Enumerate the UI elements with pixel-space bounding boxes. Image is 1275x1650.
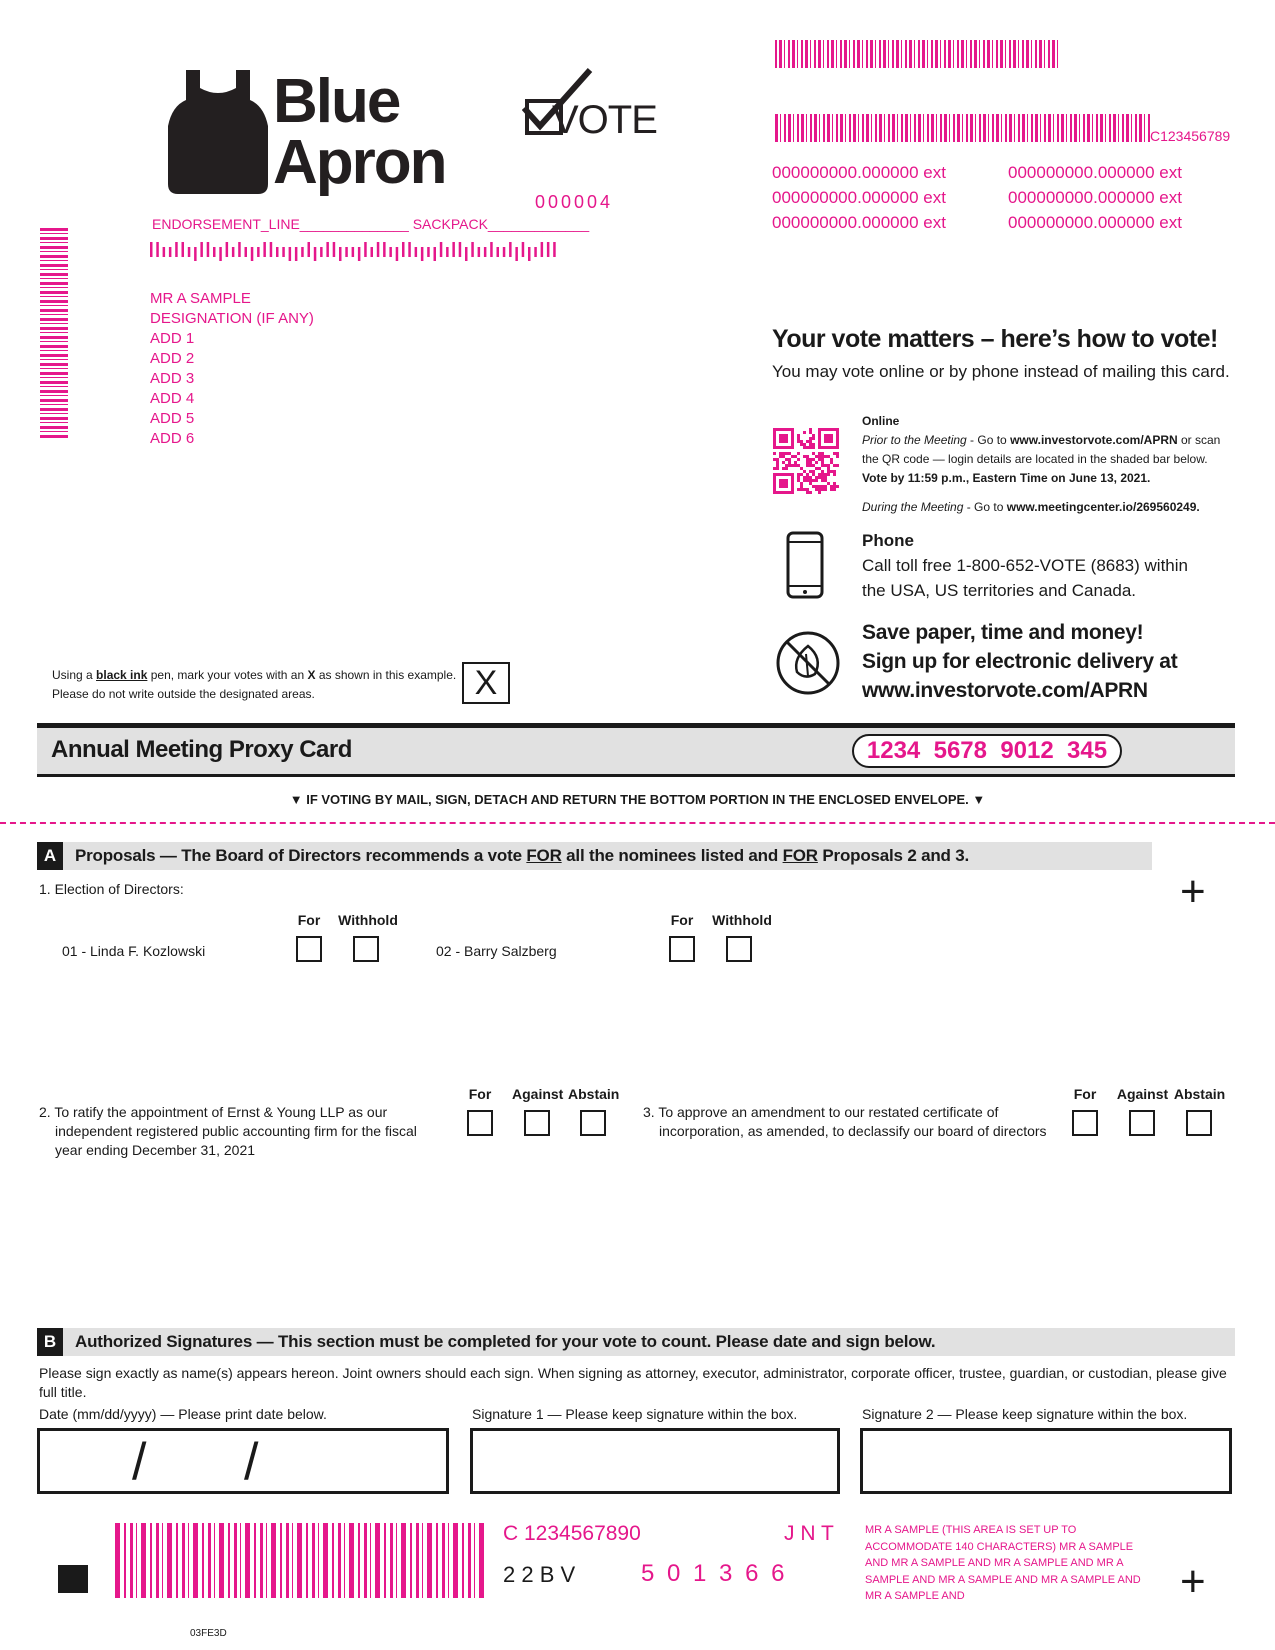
nominee2-name: 02 - Barry Salzberg [436,943,557,959]
signing-instructions: Please sign exactly as name(s) appears hereon. Joint owners should each sign. When signing as attorney, executor, administrator, corporate officer, trustee, guardian, or custodian, please give full title. [39,1365,1227,1400]
title-for1: FOR [526,846,562,865]
section-b-header [37,1328,1235,1356]
title-mid: all the nominees listed and [561,846,783,865]
vote-text: VOTE [552,98,657,142]
qr-code [773,428,839,494]
top-barcode [775,40,1060,68]
perforation-line [0,822,1275,824]
ink-instructions [52,666,456,704]
footer-sample-text: MR A SAMPLE (THIS AREA IS SET UP TO ACCOMMODATE 140 CHARACTERS) MR A SAMPLE AND MR A SAMPLE AND MR A SAMPLE AND MR A SAMPLE AND MR A SAMPLE AND MR A SAMPLE AND MR A SAMPLE AND [865,1524,1141,1602]
address-line: DESIGNATION (IF ANY) [150,310,314,327]
online-title: Online [862,414,900,428]
phone-icon [785,530,825,600]
instr-text2: pen, mark your votes with an [147,668,308,682]
sig1-label: Signature 1 — Please keep signature within the box. [472,1406,798,1422]
control-id: C123456789 [1150,128,1231,144]
address-line: ADD 6 [150,430,195,447]
meetingcenter-link[interactable]: www.meetingcenter.io/269560249. [1006,500,1200,514]
p3-against-head: Against [1116,1086,1169,1102]
proposal3-line2: incorporation, as amended, to declassify our board of directors [659,1123,1047,1139]
p3-abstain-checkbox[interactable] [1186,1110,1212,1136]
postal-barcode [150,242,570,262]
p2-for-checkbox[interactable] [467,1110,493,1136]
investorvote-link[interactable]: www.investorvote.com/APRN [1010,433,1178,447]
prior-text2: or scan the QR code — login details are located in the shaded bar below. [862,433,1221,466]
endorsement-line: ENDORSEMENT_LINE______________ SACKPACK_____________ [152,216,590,232]
nominee2-for-head: For [670,912,694,928]
save-line-1: Save paper, time and money! [862,621,1144,644]
ext-line: 000000000.000000 ext [1008,163,1182,182]
form-id: 03FE3D [190,1628,227,1639]
during-label: During the Meeting [862,500,964,514]
p2-abstain-checkbox[interactable] [580,1110,606,1136]
vote-headline: Your vote matters – here’s how to vote! [772,325,1218,353]
control-number: 1234 5678 9012 345 [852,734,1122,768]
section-b-title: Authorized Signatures — This section must be completed for your vote to count. Please date and sign below. [75,1332,936,1351]
phone-title: Phone [862,531,914,550]
detach-text: IF VOTING BY MAIL, SIGN, DETACH AND RETURN THE BOTTOM PORTION IN THE ENCLOSED ENVELOPE. [306,792,969,807]
p3-for-head: For [1073,1086,1097,1102]
vote-logo [522,68,657,144]
section-a-title [75,842,969,870]
nominee1-for-checkbox[interactable] [296,936,322,962]
address-line: ADD 1 [150,330,195,347]
logo-word-apron: Apron [273,128,446,197]
nominee1-withhold-checkbox[interactable] [353,936,379,962]
online-deadline: Vote by 11:59 p.m., Eastern Time on June 13, 2021. [862,471,1151,485]
nominee2-withhold-checkbox[interactable] [726,936,752,962]
phone-text: Call toll free 1-800-652-VOTE (8683) within the USA, US territories and Canada. [862,556,1188,600]
title-for2: FOR [782,846,818,865]
proposal2-text [39,1103,439,1160]
ext-line: 000000000.000000 ext [772,163,946,182]
address-line: ADD 3 [150,370,195,387]
section-b-letter: B [37,1328,63,1356]
account-number: C 1234567890 [503,1522,641,1545]
nominee1-withhold-head: Withhold [338,912,398,928]
footer-barcode [115,1523,485,1598]
p3-against-checkbox[interactable] [1129,1110,1155,1136]
section-a-header [37,842,1152,870]
ext-line: 000000000.000000 ext [1008,188,1182,207]
plus-mark: + [1180,867,1206,916]
nominee1-name: 01 - Linda F. Kozlowski [62,943,206,959]
detach-note [0,792,1275,807]
proxy-card-bar [37,723,1235,777]
mailing-address [150,289,314,449]
example-mark-box [462,662,510,704]
ext-col-2 [1008,160,1182,235]
registration-mark [58,1565,88,1593]
instr-line2: Please do not write outside the designated areas. [52,687,315,701]
date-label: Date (mm/dd/yyyy) — Please print date below. [39,1406,327,1422]
nominee2-for-checkbox[interactable] [669,936,695,962]
down-arrow-icon: ▼ [289,792,307,807]
proposal3-line1: 3. To approve an amendment to our restated certificate of [643,1104,999,1120]
date-slash-2: / [244,1433,259,1491]
blue-apron-logo [168,66,468,201]
instr-text3: as shown in this example. [315,668,457,682]
vote-subline: You may vote online or by phone instead of mailing this card. [772,362,1230,381]
edelivery-link[interactable]: www.investorvote.com/APRN [862,679,1148,702]
address-line: ADD 2 [150,350,195,367]
proposal2-line2: independent registered public accounting firm for the fiscal [55,1123,417,1139]
proposal2-line3: year ending December 31, 2021 [55,1142,256,1158]
title-post: Proposals 2 and 3. [817,846,970,865]
p3-for-checkbox[interactable] [1072,1110,1098,1136]
leaf-icon [775,630,841,696]
logo-word-blue: Blue [273,67,400,136]
p2-for-head: For [468,1086,492,1102]
ext-col-1 [772,160,946,235]
proposal2-line1: 2. To ratify the appointment of Ernst & Young LLP as our [39,1104,388,1120]
ext-line: 000000000.000000 ext [772,213,946,232]
ext-line: 000000000.000000 ext [1008,213,1182,232]
down-arrow-icon: ▼ [968,792,986,807]
example-x: X [474,664,498,702]
edelivery-section [862,618,1177,705]
ext-line: 000000000.000000 ext [772,188,946,207]
instr-text1: Using a [52,668,97,682]
phone-section [862,528,1202,603]
online-section [862,412,1232,517]
sequence-number: 000004 [535,192,614,212]
sequence-code: 5 0 1 3 6 6 [641,1560,788,1587]
jnt-code: J N T [784,1522,834,1545]
side-barcode [40,228,68,438]
p2-against-checkbox[interactable] [524,1110,550,1136]
sig2-label: Signature 2 — Please keep signature within the box. [862,1406,1188,1422]
address-line: MR A SAMPLE [150,290,251,307]
form-code: 2 2 B V [503,1562,576,1587]
save-line-2: Sign up for electronic delivery at [862,650,1178,673]
prior-label: Prior to the Meeting [862,433,967,447]
during-text: - Go to [963,500,1007,514]
address-line: ADD 5 [150,410,195,427]
p2-abstain-head: Abstain [568,1086,620,1102]
footer-plus-mark: + [1180,1557,1206,1606]
address-line: ADD 4 [150,390,195,407]
nominee1-for-head: For [297,912,321,928]
card-title: Annual Meeting Proxy Card [51,736,352,763]
instr-ink: black ink [96,668,148,682]
control-barcode [775,114,1150,142]
p3-abstain-head: Abstain [1173,1086,1226,1102]
proposal3-text [643,1103,1063,1141]
election-label: 1. Election of Directors: [39,881,184,897]
prior-text1: - Go to [966,433,1011,447]
signature1-field[interactable] [470,1428,840,1494]
instr-x: X [307,668,316,682]
nominee2-withhold-head: Withhold [712,912,772,928]
date-slash-1: / [132,1433,147,1491]
p2-against-head: Against [512,1086,564,1102]
date-field[interactable] [37,1428,449,1494]
apron-icon [168,66,268,196]
section-a-letter: A [37,842,63,870]
title-pre: Proposals — The Board of Directors recommends a vote [75,846,527,865]
signature2-field[interactable] [860,1428,1232,1494]
